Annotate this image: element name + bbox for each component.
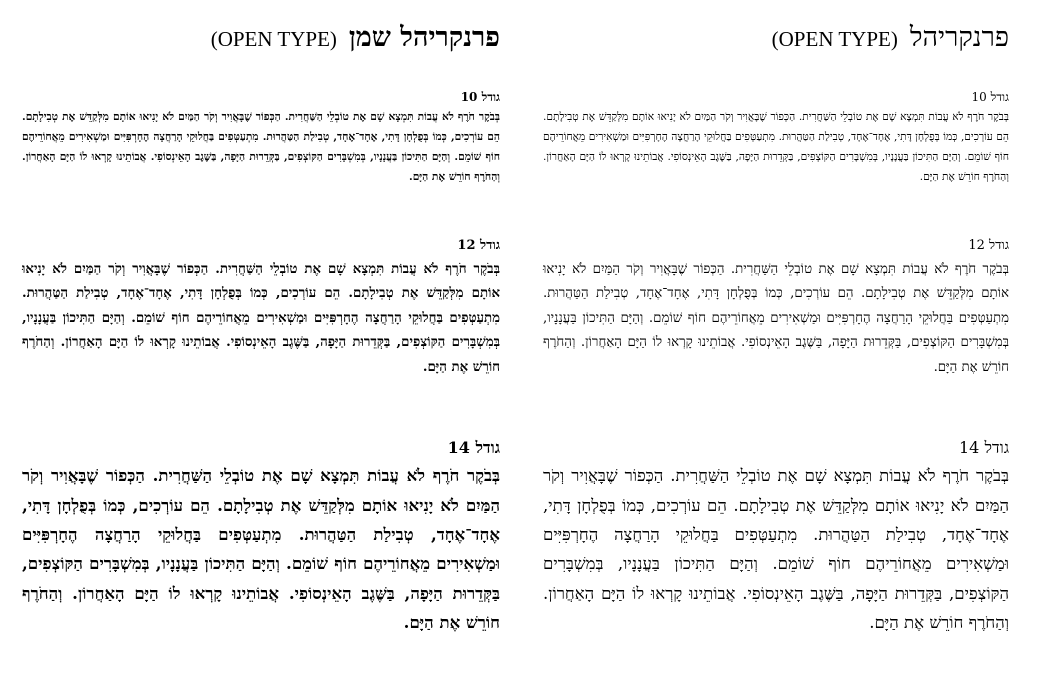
sample-size-10: [543, 90, 1009, 188]
specimen-regular-title: [772, 24, 1009, 51]
sample-size-14: [543, 438, 1009, 638]
font-name-regular: פרנקריהל: [909, 22, 1009, 53]
size-label: גודל 14: [447, 438, 500, 457]
specimen-bold: [22, 0, 500, 682]
size-label: גודל 10: [460, 90, 500, 104]
font-format-label: (OPEN TYPE): [210, 27, 337, 51]
size-label: גודל 12: [457, 238, 500, 253]
sample-paragraph: בְּבֹקֶר חֹרֶף לֹא עֲבוֹת תִּמְצָא שָׁם אֶת טוֹבְלֵי הַשַּׁחֲרִית. הַכְּפוֹר שֶׁבָּאֲוִיר וְקֹר הַמַּיִם לֹא יָנִיאוּ אוֹתָם מִלְּקַדֵּשׁ אֶת טְבִילָתָם. הֵם עוֹרְכִים, כְּמוֹ בְּפֻלְחָן דָּתִי, אֶחָד־אֶחָד, טְבִילַת הַטַּהֲרוּת. מִתְעַטְּפִים בַּחֲלוּקֵי הָרַחֲצָה הֶחָרְפִּיִּים וּמַשְׁאִירִים מֵאֲחוֹרֵיהֶם חוֹף שׁוֹמֵם. וְהַיָּם הַתִּיכוֹן בַּעֲנָנָיו, בְּמִשְׁבָּרִים הַקּוֹצְפִים, בַּקְּדֵרוּת הַיָּפָה, בַּשֶּׁגֶב הָאֵינְסוֹפִי. אֲבוֹתֵינוּ קָרְאוּ לוֹ הַיָּם הָאַחֲרוֹן. וְהַחֹרֶף חוֹרֵשׁ אֶת הַיָּם.: [22, 465, 500, 633]
font-name-bold: פרנקריהל שמן: [348, 22, 500, 53]
sample-paragraph: בְּבֹקֶר חֹרֶף לֹא עֲבוֹת תִּמְצָא שָׁם אֶת טוֹבְלֵי הַשַּׁחֲרִית. הַכְּפוֹר שֶׁבָּאֲוִיר וְקֹר הַמַּיִם לֹא יָנִיאוּ אוֹתָם מִלְּקַדֵּשׁ אֶת טְבִילָתָם. הֵם עוֹרְכִים, כְּמוֹ בְּפֻלְחָן דָּתִי, אֶחָד־אֶחָד, טְבִילַת הַטַּהֲרוּת. מִתְעַטְּפִים בַּחֲלוּקֵי הָרַחֲצָה הֶחָרְפִּיִּים וּמַשְׁאִירִים מֵאֲחוֹרֵיהֶם חוֹף שׁוֹמֵם. וְהַיָּם הַתִּיכוֹן בַּעֲנָנָיו, בְּמִשְׁבָּרִים הַקּוֹצְפִים, בַּקְּדֵרוּת הַיָּפָה, בַּשֶּׁגֶב הָאֵינְסוֹפִי. אֲבוֹתֵינוּ קָרְאוּ לוֹ הַיָּם הָאַחֲרוֹן. וְהַחֹרֶף חוֹרֵשׁ אֶת הַיָּם.: [22, 111, 500, 183]
size-label: גודל 14: [959, 438, 1009, 457]
size-label: גודל 12: [968, 238, 1009, 253]
sample-paragraph: בְּבֹקֶר חֹרֶף לֹא עֲבוֹת תִּמְצָא שָׁם אֶת טוֹבְלֵי הַשַּׁחֲרִית. הַכְּפוֹר שֶׁבָּאֲוִיר וְקֹר הַמַּיִם לֹא יָנִיאוּ אוֹתָם מִלְּקַדֵּשׁ אֶת טְבִילָתָם. הֵם עוֹרְכִים, כְּמוֹ בְּפֻלְחָן דָּתִי, אֶחָד־אֶחָד, טְבִילַת הַטַּהֲרוּת. מִתְעַטְּפִים בַּחֲלוּקֵי הָרַחֲצָה הֶחָרְפִּיִּים וּמַשְׁאִירִים מֵאֲחוֹרֵיהֶם חוֹף שׁוֹמֵם. וְהַיָּם הַתִּיכוֹן בַּעֲנָנָיו, בְּמִשְׁבָּרִים הַקּוֹצְפִים, בַּקְּדֵרוּת הַיָּפָה, בַּשֶּׁגֶב הָאֵינְסוֹפִי. אֲבוֹתֵינוּ קָרְאוּ לוֹ הַיָּם הָאַחֲרוֹן. וְהַחֹרֶף חוֹרֵשׁ אֶת הַיָּם.: [543, 466, 1009, 633]
sample-size-10: [22, 90, 500, 188]
size-label: גודל 10: [971, 90, 1009, 104]
sample-size-14: [22, 438, 500, 638]
sample-size-12: [22, 238, 500, 381]
sample-paragraph: בְּבֹקֶר חֹרֶף לֹא עֲבוֹת תִּמְצָא שָׁם אֶת טוֹבְלֵי הַשַּׁחֲרִית. הַכְּפוֹר שֶׁבָּאֲוִיר וְקֹר הַמַּיִם לֹא יָנִיאוּ אוֹתָם מִלְּקַדֵּשׁ אֶת טְבִילָתָם. הֵם עוֹרְכִים, כְּמוֹ בְּפֻלְחָן דָּתִי, אֶחָד־אֶחָד, טְבִילַת הַטַּהֲרוּת. מִתְעַטְּפִים בַּחֲלוּקֵי הָרַחֲצָה הֶחָרְפִּיִּים וּמַשְׁאִירִים מֵאֲחוֹרֵיהֶם חוֹף שׁוֹמֵם. וְהַיָּם הַתִּיכוֹן בַּעֲנָנָיו, בְּמִשְׁבָּרִים הַקּוֹצְפִים, בַּקְּדֵרוּת הַיָּפָה, בַּשֶּׁגֶב הָאֵינְסוֹפִי. אֲבוֹתֵינוּ קָרְאוּ לוֹ הַיָּם הָאַחֲרוֹן. וְהַחֹרֶף חוֹרֵשׁ אֶת הַיָּם.: [543, 261, 1009, 375]
sample-paragraph: בְּבֹקֶר חֹרֶף לֹא עֲבוֹת תִּמְצָא שָׁם אֶת טוֹבְלֵי הַשַּׁחֲרִית. הַכְּפוֹר שֶׁבָּאֲוִיר וְקֹר הַמַּיִם לֹא יָנִיאוּ אוֹתָם מִלְּקַדֵּשׁ אֶת טְבִילָתָם. הֵם עוֹרְכִים, כְּמוֹ בְּפֻלְחָן דָּתִי, אֶחָד־אֶחָד, טְבִילַת הַטַּהֲרוּת. מִתְעַטְּפִים בַּחֲלוּקֵי הָרַחֲצָה הֶחָרְפִּיִּים וּמַשְׁאִירִים מֵאֲחוֹרֵיהֶם חוֹף שׁוֹמֵם. וְהַיָּם הַתִּיכוֹן בַּעֲנָנָיו, בְּמִשְׁבָּרִים הַקּוֹצְפִים, בַּקְּדֵרוּת הַיָּפָה, בַּשֶּׁגֶב הָאֵינְסוֹפִי. אֲבוֹתֵינוּ קָרְאוּ לוֹ הַיָּם הָאַחֲרוֹן. וְהַחֹרֶף חוֹרֵשׁ אֶת הַיָּם.: [22, 261, 500, 375]
specimen-bold-title: [211, 24, 500, 51]
font-format-label: (OPEN TYPE): [771, 27, 898, 51]
specimen-regular: [543, 0, 1009, 682]
sample-size-12: [543, 238, 1009, 381]
sample-paragraph: בְּבֹקֶר חֹרֶף לֹא עֲבוֹת תִּמְצָא שָׁם אֶת טוֹבְלֵי הַשַּׁחֲרִית. הַכְּפוֹר שֶׁבָּאֲוִיר וְקֹר הַמַּיִם לֹא יָנִיאוּ אוֹתָם מִלְּקַדֵּשׁ אֶת טְבִילָתָם. הֵם עוֹרְכִים, כְּמוֹ בְּפֻלְחָן דָּתִי, אֶחָד־אֶחָד, טְבִילַת הַטַּהֲרוּת. מִתְעַטְּפִים בַּחֲלוּקֵי הָרַחֲצָה הֶחָרְפִּיִּים וּמַשְׁאִירִים מֵאֲחוֹרֵיהֶם חוֹף שׁוֹמֵם. וְהַיָּם הַתִּיכוֹן בַּעֲנָנָיו, בְּמִשְׁבָּרִים הַקּוֹצְפִים, בַּקְּדֵרוּת הַיָּפָה, בַּשֶּׁגֶב הָאֵינְסוֹפִי. אֲבוֹתֵינוּ קָרְאוּ לוֹ הַיָּם הָאַחֲרוֹן. וְהַחֹרֶף חוֹרֵשׁ אֶת הַיָּם.: [543, 111, 1009, 183]
